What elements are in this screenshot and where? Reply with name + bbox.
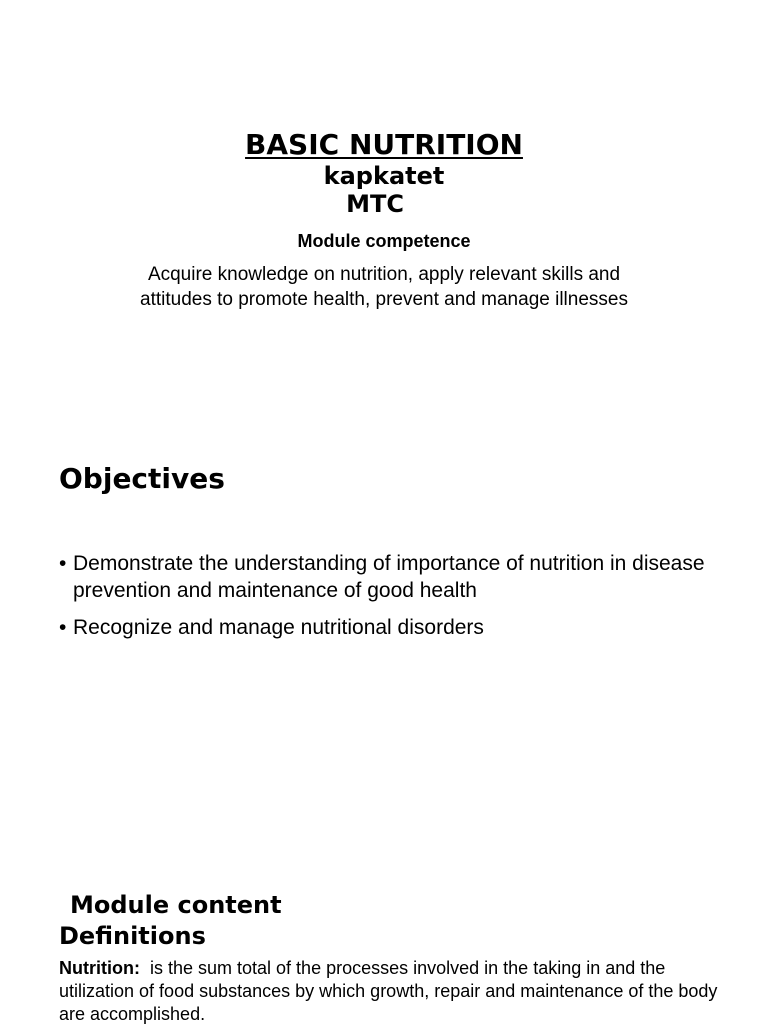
module-competence-heading: Module competence xyxy=(297,231,471,251)
institution-name: kapkatet xyxy=(323,162,445,190)
bullet-icon: • xyxy=(59,552,67,575)
objective-text: Demonstrate the understanding of importance of nutrition in disease prevention and maintenance of good health xyxy=(73,552,705,602)
bullet-icon: • xyxy=(59,616,67,639)
objective-item xyxy=(59,614,749,641)
objectives-heading: Objectives xyxy=(59,462,225,495)
definitions-heading: Definitions xyxy=(59,922,206,950)
institution-abbreviation: MTC xyxy=(346,190,404,218)
module-competence-text: Acquire knowledge on nutrition, apply relevant skills and attitudes to promote health, prevent and manage illnesses xyxy=(140,264,628,310)
objective-text: Recognize and manage nutritional disorders xyxy=(73,616,484,639)
document-title: BASIC NUTRITION xyxy=(245,128,523,161)
module-content-heading: Module content xyxy=(70,891,282,919)
definition-body: is the sum total of the processes involved in the taking in and the utilization of food substances by which growth, repair and maintenance of the body are accomplished. xyxy=(59,958,723,1024)
nutrition-definition xyxy=(59,957,723,1026)
objectives-list xyxy=(59,550,749,651)
objective-item xyxy=(59,550,749,604)
definition-term: Nutrition: xyxy=(59,958,140,978)
